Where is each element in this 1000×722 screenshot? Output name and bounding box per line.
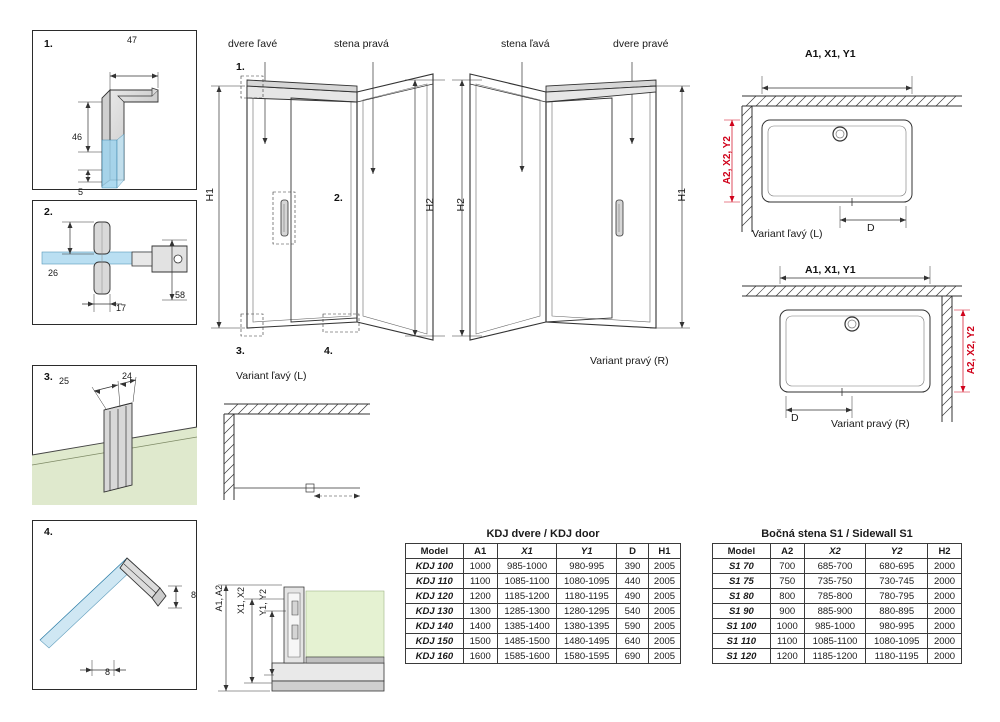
detail-4-dim-8-right: 8 xyxy=(191,590,197,600)
cell-d: 590 xyxy=(617,619,649,634)
cell-y1: 1080-1095 xyxy=(557,574,617,589)
plan-left-caption: Variant ľavý (L) xyxy=(752,228,823,240)
cell-x2: 1185-1200 xyxy=(804,649,866,664)
cell-h2: 2000 xyxy=(928,604,962,619)
cell-h1: 2005 xyxy=(649,619,681,634)
cell-a1: 1000 xyxy=(463,559,497,574)
left-view-dim-h2: H2 xyxy=(424,198,436,212)
table-sidewall-th-2: X2 xyxy=(804,544,866,559)
cell-h1: 2005 xyxy=(649,634,681,649)
table-door-title: KDJ dvere / KDJ door xyxy=(486,528,600,540)
plan-right-drawing xyxy=(722,262,972,442)
cell-d: 540 xyxy=(617,604,649,619)
cell-x2: 1085-1100 xyxy=(804,634,866,649)
table-door-th-1: A1 xyxy=(463,544,497,559)
cell-model: KDJ 110 xyxy=(406,574,464,589)
cell-y2: 1080-1095 xyxy=(866,634,928,649)
detail-1-dim-47: 47 xyxy=(127,35,138,45)
table-row xyxy=(406,589,681,604)
cell-a1: 1100 xyxy=(463,574,497,589)
cell-y2: 780-795 xyxy=(866,589,928,604)
cell-h1: 2005 xyxy=(649,649,681,664)
cell-y2: 730-745 xyxy=(866,574,928,589)
cell-a2: 800 xyxy=(770,589,804,604)
right-view-dim-h1: H1 xyxy=(676,188,688,202)
cell-model: KDJ 140 xyxy=(406,619,464,634)
plan-left-top-label: A1, X1, Y1 xyxy=(805,48,856,60)
cell-x1: 985-1000 xyxy=(497,559,557,574)
table-row xyxy=(713,574,962,589)
callout-dvere-lave: dvere ľavé xyxy=(228,38,278,50)
table-sidewall-title: Bočná stena S1 / Sidewall S1 xyxy=(761,528,913,540)
cell-y1: 1280-1295 xyxy=(557,604,617,619)
callout-stena-prava: stena pravá xyxy=(334,38,389,50)
cell-x1: 1185-1200 xyxy=(497,589,557,604)
detail-2-dim-17: 17 xyxy=(116,303,127,313)
cell-x2: 735-750 xyxy=(804,574,866,589)
cell-model: S1 80 xyxy=(713,589,771,604)
table-door-th-5: H1 xyxy=(649,544,681,559)
detail-2-dim-58: 58 xyxy=(175,290,186,300)
left-view-mark-1: 1. xyxy=(236,61,245,73)
table-row xyxy=(406,634,681,649)
cell-h2: 2000 xyxy=(928,619,962,634)
plan-right-dim-d: D xyxy=(791,412,799,424)
cell-a1: 1400 xyxy=(463,619,497,634)
cell-model: S1 75 xyxy=(713,574,771,589)
cell-h2: 2000 xyxy=(928,634,962,649)
detail-1-number: 1. xyxy=(44,38,53,50)
cell-x1: 1585-1600 xyxy=(497,649,557,664)
cell-x2: 785-800 xyxy=(804,589,866,604)
table-door-block xyxy=(405,528,681,664)
cell-model: S1 70 xyxy=(713,559,771,574)
detail-1-dim-5: 5 xyxy=(78,187,84,197)
detail-4-dim-8-bottom: 8 xyxy=(105,667,111,677)
table-sidewall-header-row xyxy=(713,544,962,559)
detail-4-drawing xyxy=(32,520,197,690)
cell-y2: 980-995 xyxy=(866,619,928,634)
section-label-y: Y1, Y2 xyxy=(258,589,268,616)
plan-left-side-label: A2, X2, Y2 xyxy=(722,136,733,185)
plan-right-side-label: A2, X2, Y2 xyxy=(966,326,977,375)
callout-dvere-prave: dvere pravé xyxy=(613,38,669,50)
plan-left-dim-d: D xyxy=(867,222,875,234)
right-view-drawing xyxy=(450,52,710,372)
cell-model: S1 100 xyxy=(713,619,771,634)
table-sidewall-th-3: Y2 xyxy=(866,544,928,559)
table-door-th-4: D xyxy=(617,544,649,559)
cell-a1: 1600 xyxy=(463,649,497,664)
cell-h1: 2005 xyxy=(649,604,681,619)
detail-1-dim-46: 46 xyxy=(72,132,83,142)
cell-a1: 1500 xyxy=(463,634,497,649)
left-view-caption: Variant ľavý (L) xyxy=(236,370,307,382)
detail-2-drawing xyxy=(32,200,197,325)
table-row xyxy=(713,619,962,634)
cell-y2: 1180-1195 xyxy=(866,649,928,664)
cell-h1: 2005 xyxy=(649,559,681,574)
cell-a2: 1100 xyxy=(770,634,804,649)
table-door-th-3: Y1 xyxy=(557,544,617,559)
section-label-a: A1, A2 xyxy=(214,585,224,612)
cell-x2: 885-900 xyxy=(804,604,866,619)
plan-right-caption: Variant pravý (R) xyxy=(831,418,910,430)
cell-y1: 980-995 xyxy=(557,559,617,574)
cell-y1: 1580-1595 xyxy=(557,649,617,664)
plan-left-drawing xyxy=(722,72,972,252)
cell-model: KDJ 100 xyxy=(406,559,464,574)
cell-d: 490 xyxy=(617,589,649,604)
cell-a1: 1200 xyxy=(463,589,497,604)
detail-2-number: 2. xyxy=(44,206,53,218)
table-door-th-2: X1 xyxy=(497,544,557,559)
cell-x1: 1285-1300 xyxy=(497,604,557,619)
cell-model: S1 110 xyxy=(713,634,771,649)
detail-3-dim-25: 25 xyxy=(59,376,70,386)
cell-h1: 2005 xyxy=(649,574,681,589)
table-sidewall xyxy=(712,543,962,664)
cell-d: 440 xyxy=(617,574,649,589)
table-door-header-row xyxy=(406,544,681,559)
cell-model: S1 90 xyxy=(713,604,771,619)
left-view-mark-3: 3. xyxy=(236,345,245,357)
cell-d: 690 xyxy=(617,649,649,664)
cell-a1: 1300 xyxy=(463,604,497,619)
cell-model: S1 120 xyxy=(713,649,771,664)
detail-1-drawing xyxy=(32,30,197,190)
cell-y2: 680-695 xyxy=(866,559,928,574)
cell-y1: 1180-1195 xyxy=(557,589,617,604)
table-sidewall-th-4: H2 xyxy=(928,544,962,559)
cell-d: 390 xyxy=(617,559,649,574)
table-row xyxy=(406,559,681,574)
cell-x1: 1485-1500 xyxy=(497,634,557,649)
detail-3-number: 3. xyxy=(44,371,53,383)
table-row xyxy=(713,604,962,619)
detail-2-dim-26: 26 xyxy=(48,268,59,278)
cell-x1: 1385-1400 xyxy=(497,619,557,634)
cell-h2: 2000 xyxy=(928,559,962,574)
table-door-th-0: Model xyxy=(406,544,464,559)
callout-stena-lava: stena ľavá xyxy=(501,38,550,50)
cell-y1: 1380-1395 xyxy=(557,619,617,634)
table-sidewall-th-0: Model xyxy=(713,544,771,559)
table-row xyxy=(406,619,681,634)
cell-a2: 1000 xyxy=(770,619,804,634)
table-row xyxy=(713,559,962,574)
cell-a2: 700 xyxy=(770,559,804,574)
corner-sketch-drawing xyxy=(210,400,380,510)
cell-model: KDJ 150 xyxy=(406,634,464,649)
table-door xyxy=(405,543,681,664)
cell-x2: 685-700 xyxy=(804,559,866,574)
table-sidewall-th-1: A2 xyxy=(770,544,804,559)
section-sketch-drawing xyxy=(212,545,387,710)
cell-h1: 2005 xyxy=(649,589,681,604)
cell-h2: 2000 xyxy=(928,574,962,589)
table-row xyxy=(406,604,681,619)
cell-x2: 985-1000 xyxy=(804,619,866,634)
cell-x1: 1085-1100 xyxy=(497,574,557,589)
right-view-caption: Variant pravý (R) xyxy=(590,355,669,367)
table-row xyxy=(713,634,962,649)
table-row xyxy=(406,649,681,664)
cell-a2: 750 xyxy=(770,574,804,589)
cell-h2: 2000 xyxy=(928,649,962,664)
cell-model: KDJ 160 xyxy=(406,649,464,664)
detail-3-drawing xyxy=(32,365,197,505)
table-row xyxy=(406,574,681,589)
cell-model: KDJ 130 xyxy=(406,604,464,619)
detail-3-dim-24: 24 xyxy=(122,371,133,381)
table-row xyxy=(713,649,962,664)
right-view-dim-h2: H2 xyxy=(455,198,467,212)
left-view-dim-h1: H1 xyxy=(204,188,216,202)
plan-right-top-label: A1, X1, Y1 xyxy=(805,264,856,276)
left-view-mark-2: 2. xyxy=(334,192,343,204)
cell-a2: 1200 xyxy=(770,649,804,664)
left-view-mark-4: 4. xyxy=(324,345,333,357)
table-sidewall-block xyxy=(712,528,962,664)
section-label-x: X1, X2 xyxy=(236,587,246,615)
cell-d: 640 xyxy=(617,634,649,649)
detail-4-number: 4. xyxy=(44,526,53,538)
cell-y1: 1480-1495 xyxy=(557,634,617,649)
cell-model: KDJ 120 xyxy=(406,589,464,604)
cell-y2: 880-895 xyxy=(866,604,928,619)
cell-h2: 2000 xyxy=(928,589,962,604)
left-view-drawing xyxy=(205,52,455,372)
cell-a2: 900 xyxy=(770,604,804,619)
table-row xyxy=(713,589,962,604)
